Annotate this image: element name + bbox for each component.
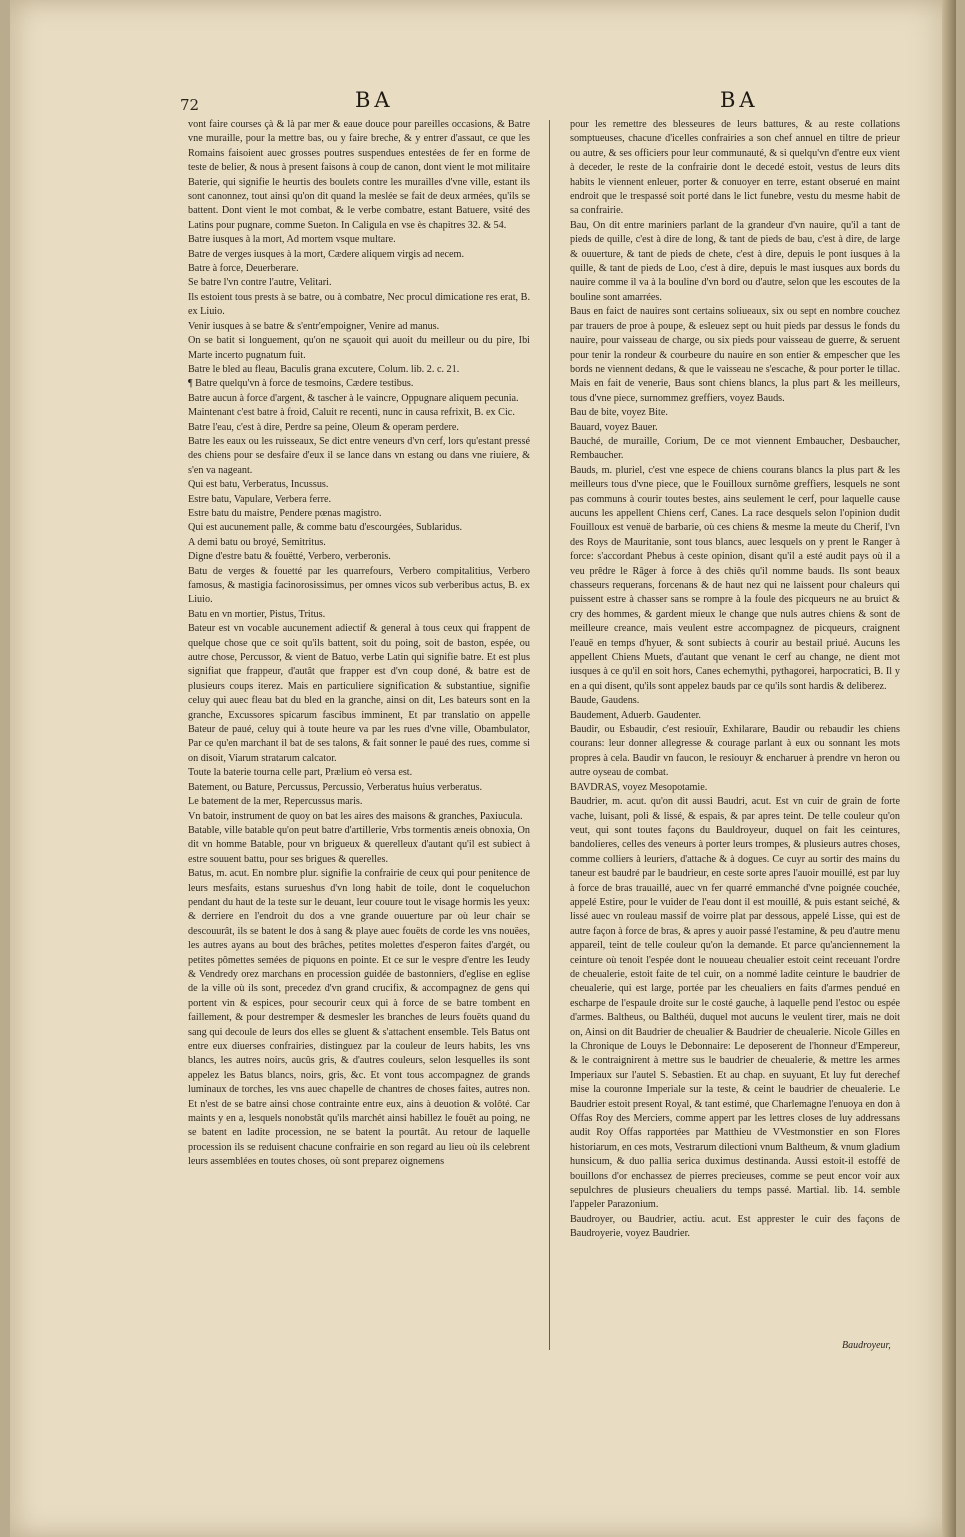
dictionary-entry: On se batit si longuement, qu'on ne sçauoit qui auoit du meilleur ou du pire, Ibi Marte incerto pugnatum fuit.: [188, 335, 530, 361]
dictionary-entry: Bauds, m. pluriel, c'est vne espece de chiens courans blancs la plus part & les meilleurs tous d'vne piece, que le Fouilloux surnôme greffiers, lesquels ne sont pas communs à courir toutes bestes, ains seulement le cerf, pour laquelle cause aucuns les appellent Chiens cerf, Canes. La race desquels selon l'opinion dudit Fouilloux est venuë de barbarie, où ces chiens & mesme la meute du Cherif, l'vn des Roys de Mauritanie, sont tous blancs, auec lesquels on y prent le Ranger à force: s'accordant Phebus à ceste opinion, disant qu'il a esté audit pays où il a veu prêdre le Râger à force à des chiês qu'il nomme bauds. Ils sont beaux chasseurs requerans, forcenans & de haut nez qui ne laissent pour chaleurs qui puissent estre à chasser sans se rompre à la foule des picqueurs ne au bruict & cry des hommes, & gardent mieux le change que nuls autres chiens & sont de meilleure creance, mais veulent estre accompagnez de picqueurs, craignent l'eauë en temps d'hyuer, & sont subiects à courir au bestail priué. Aucuns les appellent Chiens Muets, d'autant que venant le cerf au change, ne dient mot iusques à ce qu'il en soit hors, Canes echemythi, pythagorei, harpocratici, B. Il y en a qui disent, qu'ils sont appelez bauds par ce qu'ils sont hardis & deliberez.: [570, 464, 900, 692]
dictionary-entry: Vn batoir, instrument de quoy on bat les aires des maisons & granches, Paxiucula.: [188, 810, 523, 822]
catchword: Baudroyeur,: [842, 1340, 891, 1351]
page-number: 72: [180, 96, 200, 114]
dictionary-entry: Batre à force, Deuerberare.: [188, 263, 299, 275]
dictionary-entry: Bauard, voyez Bauer.: [570, 421, 658, 433]
dictionary-entry: Ils estoient tous prests à se batre, ou à combatre, Nec procul dimicatione res erat, B. ex Liuio.: [188, 291, 530, 318]
dictionary-entry: Batre iusques à la mort, Ad mortem vsque multare.: [188, 234, 396, 246]
dictionary-entry: ¶ Batre quelqu'vn à force de tesmoins, Cædere testibus.: [188, 378, 414, 390]
dictionary-entry: Batu en vn mortier, Pistus, Tritus.: [188, 608, 326, 620]
dictionary-entry: A demi batu ou broyé, Semitritus.: [188, 536, 326, 548]
dictionary-entry: Baudir, ou Esbaudir, c'est resiouïr, Exhilarare, Baudir ou rebaudir les chiens courans: leur donner allegresse & courage parlant à eux ou sonnant les mots propres à cela. Baudir vn faucon, le resiouyr & encharuer à prendre vn heron ou autre oyseau de combat.: [570, 724, 900, 779]
dictionary-entry: Batre le bled au fleau, Baculis grana excutere, Colum. lib. 2. c. 21.: [188, 363, 460, 375]
dictionary-entry: Venir iusques à se batre & s'entr'empoigner, Venire ad manus.: [188, 320, 440, 332]
dictionary-entry: Baudrier, m. acut. qu'on dit aussi Baudri, acut. Est vn cuir de grain de forte vache, luisant, poli & lissé, & espais, & par apres teint. De telle couleur qu'on veut, qui sont toutes façons du Bauldroyeur, duquel on fait les ceintures, bandolieres, celles des veneurs à porter leurs trompes, & plusieurs autres choses, comme colliers à leuriers, d'attache & à dogues. Ce cuyr au sortir des mains du taneur est baudré par le baudrieur, en ceste sorte apres l'auoir mouillé, est par luy à force de bras trauaillé, auec vn fer quarré emmanché d'vne poignée couchée, appelé Estire, pour le vuider de l'eau dont il est mouillé, & puis estant seiché, & lissé auec vn rouleau massif de voirre plat par dessous, appelé Lisse, qui est de autre façon à force de bras, & apres y auoir passé l'estamine, & peu d'autre menu appareil, teint de telle couleur qu'on la demande. Et parce qu'anciennement la ceinture où tenoit l'espée dont le nouueau cheualier estoit ceint receuant l'ordre de cheualerie, estoit faite de tel cuir, on a nommé ladite ceinture le baudrier de cheualerie, qui est large, portée par les cheualiers en faits d'armes pendué en escharpe de l'espaule droite sur le costé gauche, à laquelle pend l'estoc ou espée d'armes. Baltheus, ou Balthéü, duquel mot aucuns le veulent tirer, mais ne doit on, Ainsi on dit Baudrier de cheualier & Baudrier de cheualerie. Nicole Gilles en la Chronique de Louys le Debonnaire: Le deposerent de l'honneur d'Empereur, & le contraignirent à mettre sus le baudrier de cheualerie, & mettre les armes Imperiaux sur l'autel S. Sebastien. Et au chap. en suyuant, Et luy fut derechef mise la couronne Imperiale sur la teste, & ceint le baudrier de cheualerie. Le Baudrier estoit present Royal, & tant estimé, que Charlemagne l'enuoya en don à Offas Roy des Merciers, comme appert par les lettres closes de luy addressans audit Roy Offas rapportées par Matthieu de VVestmonstier en son Flores historiarum, en ces mots, Vestrarum dilectioni vnum Baltheum, & vnum gladium hunsicum, & duo pallia serica duximus destinanda. Aussi estoit-il estoffé de bouillons d'or enchassez de pierres precieuses, comme se peut encor voir aux sepulchres de plusieurs cheualiers du temps passé. Martial. lib. 14. semble l'appeler Parazonium.: [570, 796, 901, 1211]
dictionary-entry: Estre batu, Vapulare, Verbera ferre.: [188, 493, 332, 505]
dictionary-entry: pour les remettre des blesseures de leurs battures, & au reste collations somptueuses, chacune d'icelles confrairies a son chef annuel en tiltre de prieur ou autre, & ses officiers pour leur communauté, & si quelqu'vn d'entre eux vient à deceder, le reste de la confrairie dont le decedé estoit, vestus de leurs dits habits le viennent enleuer, porter & conuoyer en terre, estant obserué en maint endroit que le trespassé soit porté dans le lict funebre, vestu du mesme habit de sa confrairie.: [570, 119, 900, 217]
dictionary-entry: Bateur est vn vocable aucunement adiectif & general à tous ceux qui frappent de quelque chose que ce soit qu'ils battent, soit du poing, soit de baston, espée, ou autre chose, Percussor, & vient de Batuo, verbe Latin qui signifie batre. Et est plus signifiat que frappeur, d'autât que frapper est d'vn coup doné, & batre est de plusieurs coups iterez. Mais en particuliere signification & substantiue, signifie celuy qui auec fleau bat du bled en la granche, ainsi on dit, Les bateurs sont en la granche, Excussores spicarum fascibus imminent, Et par translatio on appelle Bateur de paué, celuy qui à toute heure va par les rues d'vne ville, Obambulator, Par ce qu'en marchant il bat de ses talons, & fait sonner le paué des rues, comme si on disoit, Viarum stratarum calcator.: [188, 623, 530, 764]
dictionary-entry: Batable, ville batable qu'on peut batre d'artillerie, Vrbs tormentis æneis obnoxia, On dit vn homme Batable, pour vn brigueux & querelleux d'autant qu'il est subiect à estre souuent battu, pour ses brigues & querelles.: [188, 824, 530, 865]
column-rule: [549, 120, 550, 1350]
dictionary-entry: Baudroyer, ou Baudrier, actiu. acut. Est apprester le cuir des façons de Baudroyerie, voyez Baudrier.: [570, 1213, 900, 1240]
dictionary-entry: Baude, Gaudens.: [570, 695, 640, 707]
dictionary-entry: Qui est batu, Verberatus, Incussus.: [188, 479, 329, 491]
dictionary-entry: Bauché, de muraille, Corium, De ce mot viennent Embaucher, Desbaucher, Rembaucher.: [570, 435, 900, 462]
dictionary-entry: vont faire courses çà & là par mer & eaue douce pour pareilles occasions, & Batre vne muraille, pour la mettre bas, ou y faire breche, & y entrer d'assaut, ce que les Romains faisoient auec grosses poutres suspendues entestées de fer en forme de teste de belier, & nous à present faisons à coup de canon, dont vient le mot militaire Baterie, qui signifie le heurtis des boulets contre les murailles d'vne ville, estant ils sont canonnez, tout ainsi qu'on dit quand la meslée se fait de deux armées, qu'ils se battent. Dont vient le mot combat, & le verbe combatre, estant Batuere, vsité des Latins pour pugnare, comme Sueton. In Caligula en vse ès chapitres 32. & 54.: [188, 119, 530, 231]
dictionary-entry: Batre aucun à force d'argent, & tascher à le vaincre, Oppugnare aliquem pecunia.: [188, 392, 519, 404]
dictionary-entry: Bau de bite, voyez Bite.: [570, 407, 668, 419]
dictionary-entry: Qui est aucunement palle, & comme batu d'escourgées, Sublaridus.: [188, 522, 463, 534]
dictionary-entry: Maintenant c'est batre à froid, Caluit re recenti, nunc in causa refrixit, B. ex Cic.: [188, 407, 515, 419]
dictionary-entry: Le batement de la mer, Repercussus maris.: [188, 796, 363, 808]
dictionary-entry: Digne d'estre batu & fouëtté, Verbero, verberonis.: [188, 551, 391, 563]
dictionary-entry: Batre les eaux ou les ruisseaux, Se dict entre veneurs d'vn cerf, lors qu'estant pressé des chiens pour se desfaire d'eux il se lance dans vn estang ou dans vne riuiere, & s'en va nageant.: [188, 435, 530, 476]
dictionary-entry: Se batre l'vn contre l'autre, Velitari.: [188, 277, 332, 289]
dictionary-entry: Toute la baterie tourna celle part, Prælium eò versa est.: [188, 767, 413, 779]
dictionary-entry: BAVDRAS, voyez Mesopotamie.: [570, 781, 708, 793]
dictionary-entry: Batu de verges & fouetté par les quarrefours, Verbero compitalitius, Verbero famosus, & mastigia facinorosissimus, per omnes vicos sub verberibus actus, B. ex Liuio.: [188, 565, 530, 606]
dictionary-entry: Batre l'eau, c'est à dire, Perdre sa peine, Oleum & operam perdere.: [188, 421, 459, 433]
dictionary-entry: Batus, m. acut. En nombre plur. signifie la confrairie de ceux qui pour penitence de leurs mesfaits, estans surueshus d'vn long habit de toile, dont le coqueluchon pendant du haut de la teste sur le deuant, leur couure tout le visage hormis les yeux: & derriere en l'endroit du dos a vne grande ouuerture par où leur chair se descouurât, ils se batent le dos à sang & playe auec fouëts de corde les vns nouëes, les autres ayans au bout des brâches, petites molettes d'esperon faites d'argét, ou petites pômettes semées de piquons en pointe. Et ce sur le vespre d'entre les Ieudy & Vendredy orez marchans en procession guidée de bastonniers, d'eglise en eglise de la ville où ils sont, precedez d'vn grand crucifix, & accompagnez de gens qui portent vin & espices, pour secourir ceux qui à force de se batre tombent en faillement, & pour destremper & desmesler les branches de leurs fouëts quand du sang qui decoule de leurs dos elles se gluent & s'attachent ensemble. Tels Batus ont entre eux diuerses confrairies, distinguez par la couleur de leurs habits, les vns blancs, les autres noirs, aucûs gris, & d'autres couleurs, selon lesquelles ils sont appelez les Batus blancs, noirs, gris, &c. Et vont tous accompagnez de grands luminaux de torches, les vns auec chapelle de chantres de choses faites, autres non. Et n'est de se batre ainsi chose contrainte entre eux, ains à deuotion & volôté. Car maints y en a, lesquels nonobstât qu'ils marchét ainsi habillez le fouët au poing, ne se batent en ladite procession, ne se batent la pourtât. Au retour de laquelle procession ils se reduisent chacune confrairie en son regard au lieu où ils celebrent leurs assemblées en toutes choses, où sont preparez oignemens: [188, 868, 530, 1168]
dictionary-entry: Batre de verges iusques à la mort, Cædere aliquem virgis ad necem.: [188, 248, 465, 260]
running-head-right: BA: [720, 88, 759, 112]
book-binding: [942, 0, 956, 1537]
dictionary-entry: Estre batu du maistre, Pendere pœnas magistro.: [188, 507, 382, 519]
dictionary-entry: Bau, On dit entre mariniers parlant de la grandeur d'vn nauire, qu'il a tant de pieds de quille, c'est à dire de long, & tant de pieds de bau, c'est à dire, de large & ouuerture, & tant de pieds de chete, c'est à dire, depuis le pont iusques à la quille, & tant de pieds de Loo, c'est à dire, depuis le mast iusques aux bords du nauire comme il va à la bouline d'vn bord ou d'autre, selon que les escoutes de la bouline sont amarrées.: [570, 219, 900, 303]
book-page: [10, 0, 956, 1537]
dictionary-entry: Baus en faict de nauires sont certains soliueaux, six ou sept en nombre couchez par trauers de proe à poupe, & esleuez sept ou huit pieds par dessus le fonds du nauire, pour vaisseau de charge, ou six pieds pour vaisseau de guerre, & seruent pour tenir la rondeur & courbeure du nauire en son entier & empescher que les bords ne viennent dedans, & que le vaisseau ne s'escache, & pour porter le tillac. Mais en fait de venerie, Baus sont chiens blancs, la plus part & les meilleurs, tous d'vne piece, surnommez greffiers, voyez Bauds.: [570, 306, 900, 404]
dictionary-entry: Baudement, Aduerb. Gaudenter.: [570, 709, 701, 721]
running-head-left: BA: [355, 88, 394, 112]
dictionary-entry: Batement, ou Bature, Percussus, Percussio, Verberatus huius verberatus.: [188, 781, 483, 793]
right-column: [570, 118, 900, 1242]
left-column: [188, 118, 530, 1170]
